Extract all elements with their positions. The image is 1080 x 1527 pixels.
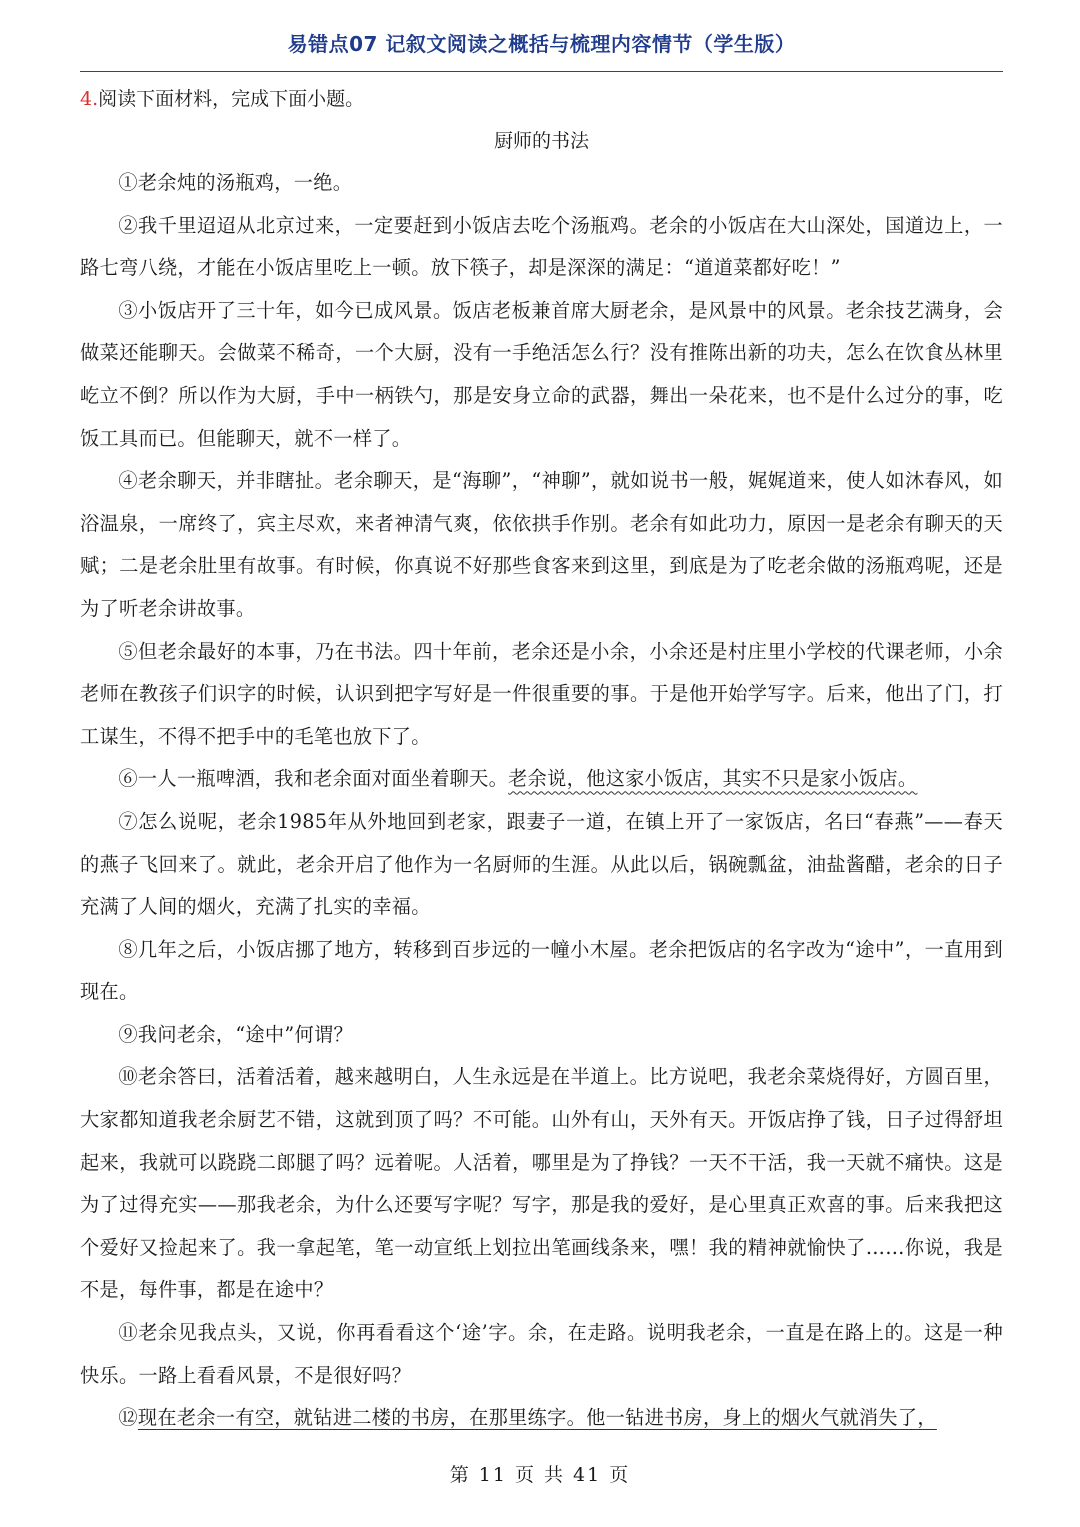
- page-footer: 第 11 页 共 41 页: [449, 1464, 631, 1486]
- paragraph-2: ②我千里迢迢从北京过来，一定要赶到小饭店去吃个汤瓶鸡。老余的小饭店在大山深处，国道边上，一路七弯八绕，才能在小饭店里吃上一顿。放下筷子，却是深深的满足：“道道菜都好吃！”: [80, 213, 1003, 280]
- header-divider: [80, 71, 1003, 72]
- question-instruction: 阅读下面材料，完成下面小题。: [98, 88, 365, 110]
- article-title: 厨师的书法: [493, 130, 589, 152]
- paragraph-7: ⑦怎么说呢，老余1985年从外地回到老家，跟妻子一道，在镇上开了一家饭店，名曰“春燕”——春天的燕子飞回来了。就此，老余开启了他作为一名厨师的生涯。从此以后，锅碗瓢盆，油盐酱醋，老余的日子充满了人间的烟火，充满了扎实的幸福。: [80, 809, 1003, 919]
- paragraph-1: ①老余炖的汤瓶鸡，一绝。: [118, 171, 353, 194]
- page-content: [80, 78, 1003, 1440]
- paragraph-12-number: ⑫: [118, 1406, 138, 1430]
- paragraph-11: ⑪老余见我点头，又说，你再看看这个‘途’字。余，在走路。说明我老余，一直是在路上的。这是一种快乐。一路上看看风景，不是很好吗？: [80, 1321, 1003, 1387]
- paragraph-4: ④老余聊天，并非瞎扯。老余聊天，是“海聊”，“神聊”，就如说书一般，娓娓道来，使人如沐春风，如浴温泉，一席终了，宾主尽欢，来者神清气爽，依依拱手作别。老余有如此功力，原因一是老余有聊天的天赋；二是老余肚里有故事。有时候，你真说不好那些食客来到这里，到底是为了吃老余做的汤瓶鸡呢，还是为了听老余讲故事。: [80, 469, 1003, 620]
- paragraph-6-lead: ⑥一人一瓶啤酒，我和老余面对面坐着聊天。: [118, 767, 509, 791]
- paragraph-9: ⑨我问老余，“途中”何谓？: [118, 1022, 353, 1046]
- question-number: 4.: [80, 88, 99, 110]
- question-line: [80, 78, 1003, 120]
- paragraph-12-underlined: 现在老余一有空，就钻进二楼的书房，在那里练字。他一钻进书房，身上的烟火气就消失了，: [137, 1406, 937, 1430]
- document-header: 易错点07 记叙文阅读之概括与梳理内容情节（学生版）: [287, 32, 796, 56]
- paragraph-5: ⑤但老余最好的本事，乃在书法。四十年前，老余还是小余，小余还是村庄里小学校的代课老师，小余老师在教孩子们识字的时候，认识到把字写好是一件很重要的事。于是他开始学写字。后来，他出了门，打工谋生，不得不把手中的毛笔也放下了。: [80, 639, 1003, 748]
- paragraph-3: ③小饭店开了三十年，如今已成风景。饭店老板兼首席大厨老余，是风景中的风景。老余技艺满身，会做菜还能聊天。会做菜不稀奇，一个大厨，没有一手绝活怎么行？没有推陈出新的功夫，怎么在饮食丛林里屹立不倒？所以作为大厨，手中一柄铁勺，那是安身立命的武器，舞出一朵花来，也不是什么过分的事，吃饭工具而已。但能聊天，就不一样了。: [80, 298, 1003, 450]
- paragraph-12: [80, 1397, 1003, 1440]
- paragraph-6-wavy-underlined: 老余说，他这家小饭店，其实不只是家小饭店。: [508, 767, 918, 791]
- paragraph-10: ⑩老余答曰，活着活着，越来越明白，人生永远是在半道上。比方说吧，我老余菜烧得好，方圆百里，大家都知道我老余厨艺不错，这就到顶了吗？不可能。山外有山，天外有天。开饭店挣了钱，日子过得舒坦起来，我就可以跷跷二郎腿了吗？远着呢。人活着，哪里是为了挣钱？一天不干活，我一天就不痛快。这是为了过得充实——那我老余，为什么还要写字呢？写字，那是我的爱好，是心里真正欢喜的事。后来我把这个爱好又捡起来了。我一拿起笔，笔一动宣纸上划拉出笔画线条来，嘿！我的精神就愉快了……你说，我是不是，每件事，都是在途中？: [80, 1065, 1003, 1302]
- paragraph-8: ⑧几年之后，小饭店挪了地方，转移到百步远的一幢小木屋。老余把饭店的名字改为“途中”，一直用到现在。: [80, 937, 1003, 1004]
- paragraph-6: [80, 758, 1003, 801]
